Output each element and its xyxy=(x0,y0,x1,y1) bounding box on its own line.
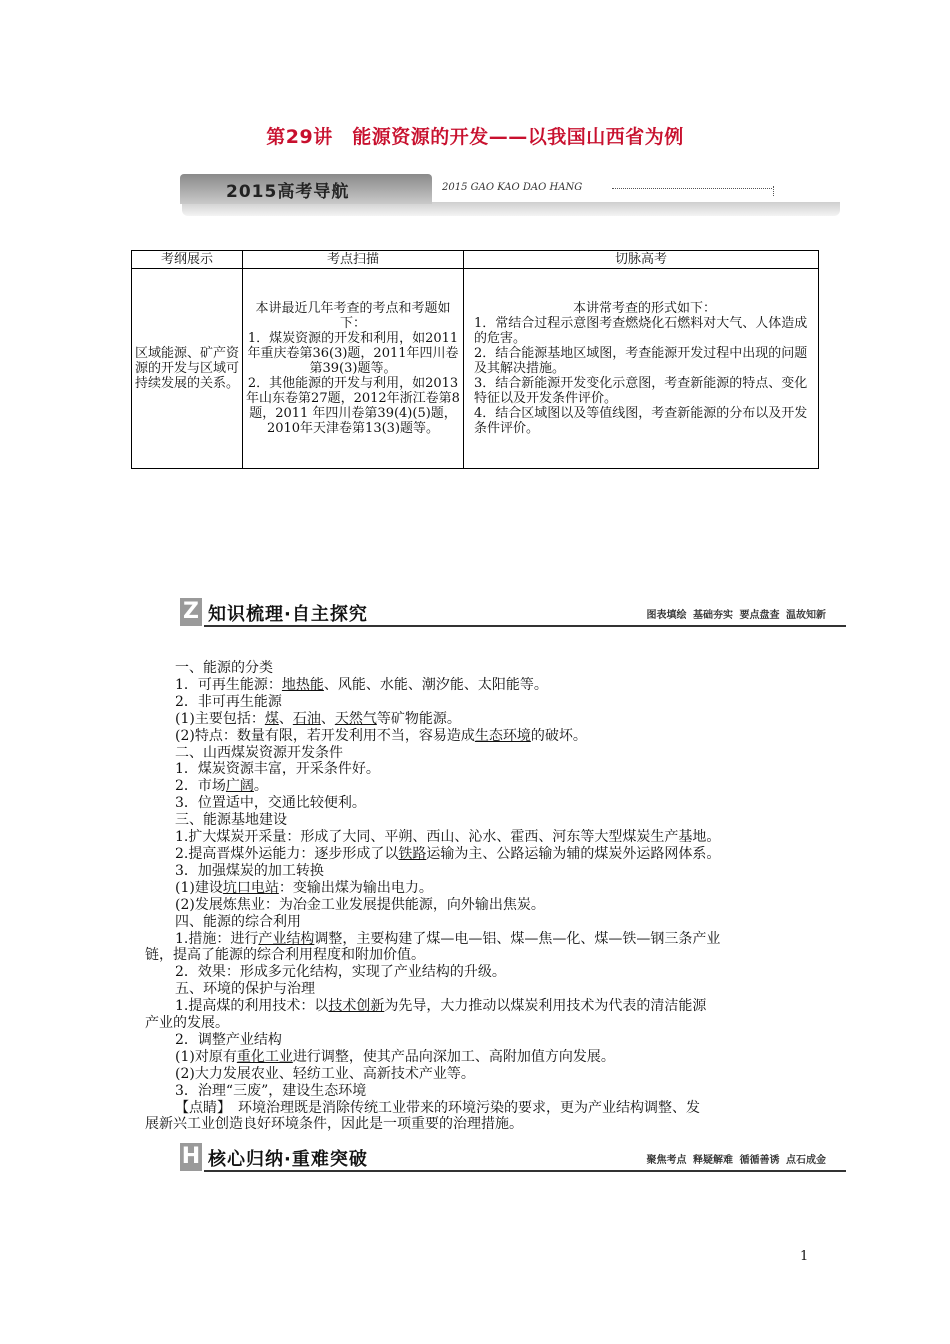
text-line: 链，提高了能源的综合利用程度和附加价值。 xyxy=(145,947,425,964)
table-header: 切脉高考 xyxy=(464,251,819,269)
exam-form-cell xyxy=(464,269,819,469)
scan-line: 本讲最近几年考查的考点和考题如下： xyxy=(255,301,451,331)
lesson-title: 第29讲 能源资源的开发——以我国山西省为例 xyxy=(266,126,684,148)
banner-subtitle: 2015 GAO KAO DAO HANG xyxy=(442,182,583,193)
exam-form-line: 3．结合新能源开发变化示意图，考查新能源的特点、变化特征以及开发条件评价。 xyxy=(474,376,808,406)
page-number: 1 xyxy=(800,1249,809,1264)
text-line: 2．效果：形成多元化结构，实现了产业结构的升级。 xyxy=(175,964,506,981)
text-line: 3．治理“三废”，建设生态环境 xyxy=(175,1082,367,1099)
tip-line: 【点睛】 环境治理既是消除传统工业带来的环境污染的要求，更为产业结构调整、发 xyxy=(175,1099,700,1116)
syllabus-cell xyxy=(132,269,243,469)
text-line: 1．可再生能源：地热能、风能、水能、潮汐能、太阳能等。 xyxy=(175,676,548,693)
tip-label: 【点睛】 xyxy=(175,1099,224,1116)
core-section-header xyxy=(180,1143,846,1173)
table-header: 考纲展示 xyxy=(132,251,243,269)
heading-line: 四、能源的综合利用 xyxy=(175,913,301,930)
text-line: 1.扩大煤炭开采量：形成了大同、平朔、西山、沁水、霍西、河东等大型煤炭生产基地。 xyxy=(175,829,721,846)
text-line: (1)对原有重化工业进行调整，使其产品向深加工、高附加值方向发展。 xyxy=(175,1048,615,1065)
section-heading: 知识梳理·自主探究 xyxy=(208,604,368,625)
section-rule xyxy=(204,1170,846,1172)
exam-form-line: 2．结合能源基地区域图，考查能源开发过程中出现的问题及其解决措施。 xyxy=(474,346,808,376)
text-line: 2．非可再生能源 xyxy=(175,693,282,710)
text-line: 产业的发展。 xyxy=(145,1015,229,1032)
text-line: 1.提高煤的利用技术：以技术创新为先导，大力推动以煤炭利用技术为代表的清洁能源 xyxy=(175,998,707,1015)
text-line: 3．位置适中，交通比较便利。 xyxy=(175,795,366,812)
heading-line: 五、环境的保护与治理 xyxy=(175,981,315,998)
exam-guide-banner xyxy=(180,174,842,218)
text-line: (2)特点：数量有限，若开发利用不当，容易造成生态环境的破坏。 xyxy=(175,727,587,744)
banner-dotted-rule xyxy=(612,188,772,189)
syllabus-text: 区域能源、矿产资源的开发与区域可持续发展的关系。 xyxy=(135,346,240,391)
exam-form-line: 1．常结合过程示意图考查燃烧化石燃料对大气、人体造成的危害。 xyxy=(474,316,808,346)
text-line: 2.提高晋煤外运能力：逐步形成了以铁路运输为主、公路运输为辅的煤炭外运路网体系。 xyxy=(175,845,721,862)
banner-dotted-tick xyxy=(773,186,778,196)
banner-label: 2015高考导航 xyxy=(226,182,350,202)
section-letter-icon: H xyxy=(181,1144,201,1169)
table-header-row xyxy=(132,251,819,269)
table-row xyxy=(132,269,819,469)
banner-tab xyxy=(180,174,432,204)
section-rule xyxy=(204,625,846,627)
scan-line: 2．其他能源的开发与利用，如2013年山东卷第27题，2012年浙江卷第8题，2011 年四川卷第39(4)(5)题，2010年天津卷第13(3)题等。 xyxy=(246,376,460,436)
section-heading: 核心归纳·重难突破 xyxy=(208,1149,368,1170)
section-tagline: 聚焦考点 释疑解难 循循善诱 点石成金 xyxy=(646,1155,826,1166)
text-line: 1．煤炭资源丰富，开采条件好。 xyxy=(175,761,380,778)
scan-cell xyxy=(243,269,464,469)
text-line: 1.措施：进行产业结构调整，主要构建了煤—电—铝、煤—焦—化、煤—铁—钢三条产业 xyxy=(175,930,721,947)
table-header: 考点扫描 xyxy=(243,251,464,269)
exam-form-line: 本讲常考查的形式如下： xyxy=(572,301,716,316)
knowledge-content xyxy=(145,660,815,1133)
text-line: (2)大力发展农业、轻纺工业、高新技术产业等。 xyxy=(175,1065,475,1082)
section-letter-icon: Z xyxy=(180,598,202,626)
heading-line: 一、能源的分类 xyxy=(175,660,273,676)
text-line: 2．调整产业结构 xyxy=(175,1031,282,1048)
text-line: 2．市场广阔。 xyxy=(175,778,268,795)
banner-base xyxy=(182,202,840,216)
text-line: 3．加强煤炭的加工转换 xyxy=(175,862,324,879)
heading-line: 二、山西煤炭资源开发条件 xyxy=(175,744,343,761)
text-line: (1)主要包括：煤、石油、天然气等矿物能源。 xyxy=(175,710,461,727)
text-line: (2)发展炼焦业：为冶金工业发展提供能源，向外输出焦炭。 xyxy=(175,896,545,913)
scan-line: 1．煤炭资源的开发和利用，如2011年重庆卷第36(3)题，2011年四川卷第39(3)题等。 xyxy=(247,331,459,376)
section-tagline: 图表填绘 基础夯实 要点盘查 温故知新 xyxy=(646,610,826,621)
exam-form-line: 4．结合区域图以及等值线图，考查新能源的分布以及开发条件评价。 xyxy=(474,406,808,436)
knowledge-section-header xyxy=(180,598,846,628)
heading-line: 三、能源基地建设 xyxy=(175,812,287,829)
text-line: (1)建设坑口电站：变输出煤为输出电力。 xyxy=(175,879,433,896)
exam-outline-table xyxy=(131,250,819,469)
tip-line: 展新兴工业创造良好环境条件，因此是一项重要的治理措施。 xyxy=(145,1116,523,1133)
